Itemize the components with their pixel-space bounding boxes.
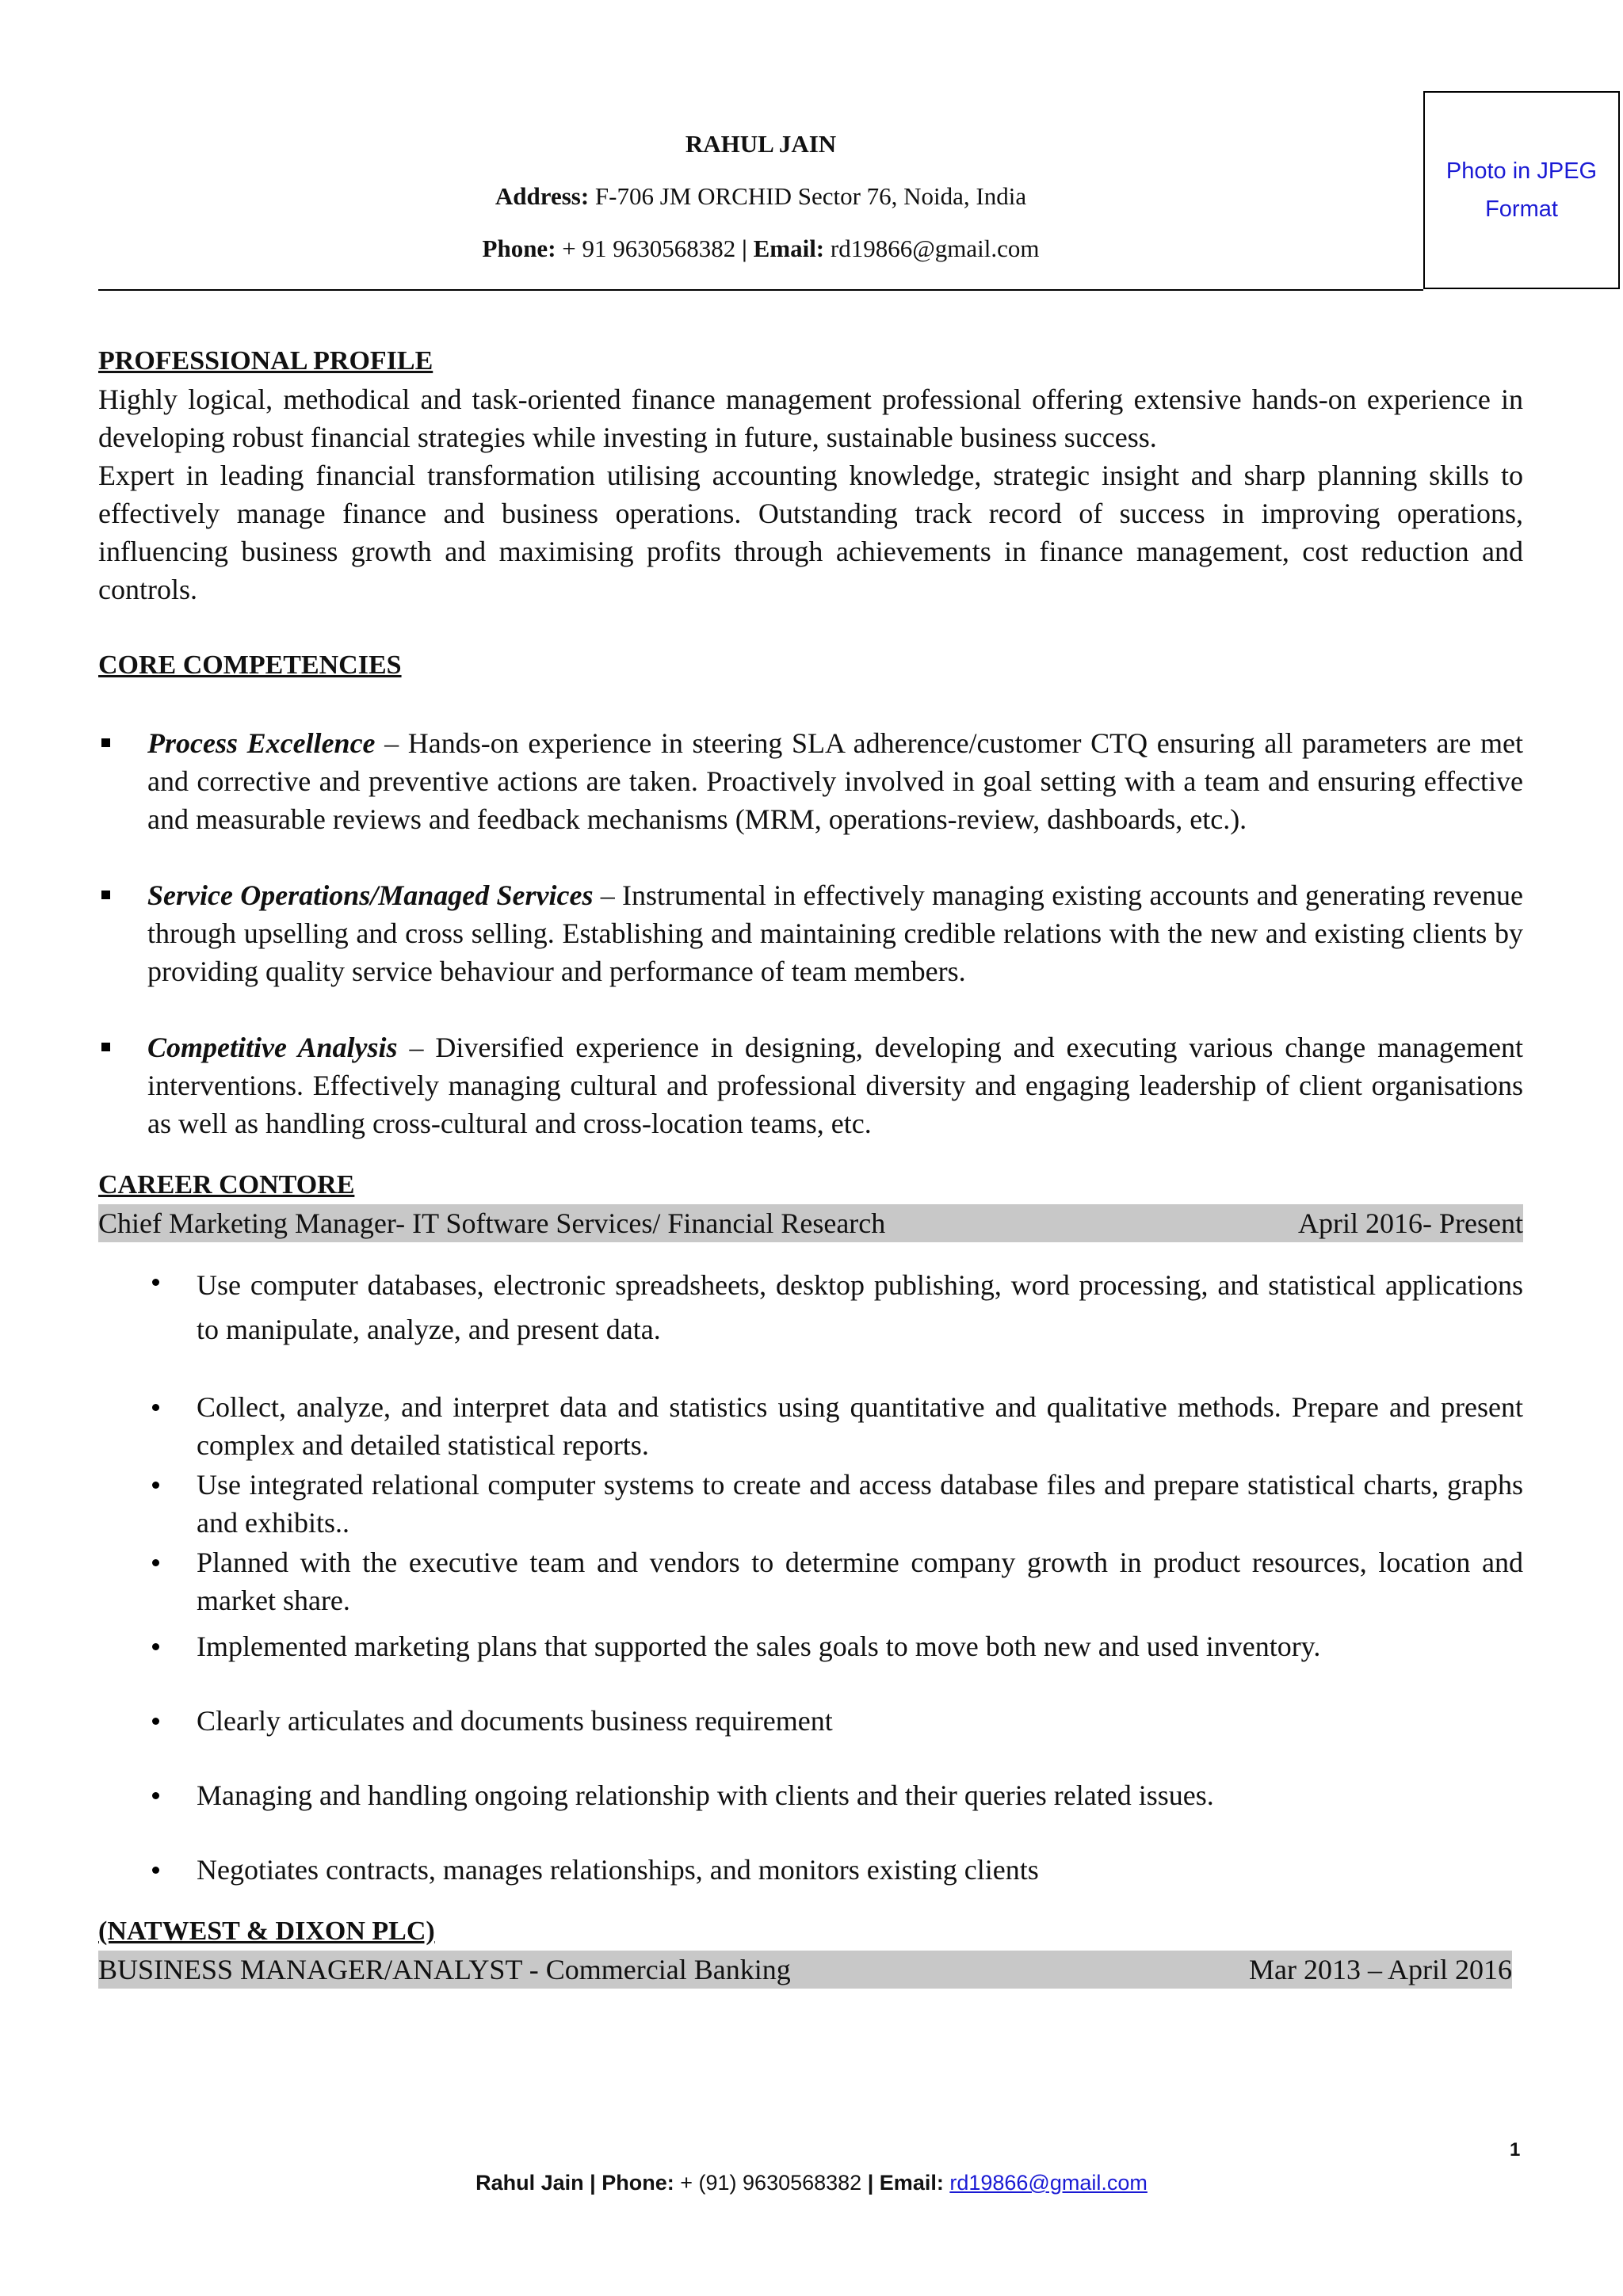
footer-name: Rahul Jain	[475, 2171, 584, 2195]
duty-item	[98, 1543, 1523, 1619]
duty-item	[98, 1702, 1523, 1740]
competency-term: Service Operations/Managed Services	[147, 879, 594, 911]
duty-text: Clearly articulates and documents business requirement	[197, 1705, 833, 1737]
duty-text: Negotiates contracts, manages relationships, and monitors existing clients	[197, 1854, 1039, 1886]
job-header	[98, 1204, 1523, 1242]
job-header	[98, 1951, 1512, 1989]
profile-paragraph-2: Expert in leading financial transformation utilising accounting knowledge, strategic insight and sharp planning skills to effectively manage finance and business operations. Outstanding track record of success in improving operations, influencing business growth and maximising profits through achievements in finance management, cost reduction and controls.	[98, 460, 1523, 605]
competencies-list	[98, 724, 1523, 1142]
duty-item	[98, 1851, 1523, 1889]
career-heading: CAREER CONTORE	[98, 1170, 355, 1199]
duty-item	[98, 1776, 1523, 1814]
address-label: Address:	[495, 182, 590, 210]
competency-text: – Diversified experience in designing, developing and executing various change management interventions. Effectively managing cultural and professional diversity and engaging leadership of client organisations as well as handling cross-cultural and cross-location teams, etc.	[147, 1032, 1523, 1139]
resume-header	[98, 119, 1423, 263]
duty-text: Managing and handling ongoing relationship with clients and their queries related issues.	[197, 1779, 1214, 1811]
profile-heading: PROFESSIONAL PROFILE	[98, 346, 433, 376]
address-line	[98, 182, 1423, 211]
competency-text: – Instrumental in effectively managing existing accounts and generating revenue through upselling and cross selling. Establishing and maintaining credible relations with the new and existing clients by providing quality service behaviour and performance of team members.	[147, 879, 1524, 987]
phone-value: + 91 9630568382	[562, 235, 736, 262]
job-dates: Mar 2013 – April 2016	[1249, 1954, 1512, 1985]
duty-item	[98, 1263, 1523, 1352]
competency-item	[98, 1028, 1523, 1142]
bullet-icon	[152, 1482, 159, 1489]
bullet-icon	[152, 1718, 159, 1725]
header-divider	[98, 289, 1423, 291]
photo-placeholder-line1: Photo in JPEG	[1445, 158, 1598, 184]
square-bullet-icon	[101, 891, 110, 899]
address-value: F-706 JM ORCHID Sector 76, Noida, India	[594, 182, 1027, 210]
contact-line	[98, 235, 1423, 263]
duty-item	[98, 1627, 1523, 1665]
bullet-icon	[152, 1279, 159, 1286]
footer-email-label: Email:	[879, 2171, 944, 2195]
resume-body	[98, 342, 1523, 1989]
job-role: BUSINESS MANAGER/ANALYST - Commercial Banking	[98, 1954, 791, 1985]
photo-placeholder	[1423, 91, 1620, 289]
competency-term: Process Excellence	[147, 727, 376, 759]
bullet-icon	[152, 1643, 159, 1650]
contact-separator: |	[742, 235, 747, 262]
candidate-name: RAHUL JAIN	[685, 130, 837, 158]
job-duties-list	[98, 1263, 1523, 1889]
footer-phone: + (91) 9630568382	[680, 2171, 862, 2195]
duty-text: Implemented marketing plans that supported the sales goals to move both new and used inventory.	[197, 1630, 1321, 1662]
footer-email-link[interactable]: rd19866@gmail.com	[949, 2171, 1148, 2195]
bullet-icon	[152, 1559, 159, 1566]
competency-item	[98, 876, 1523, 990]
company-heading: (NATWEST & DIXON PLC)	[98, 1917, 435, 1946]
competency-text: – Hands-on experience in steering SLA adherence/customer CTQ ensuring all parameters are met and corrective and preventive actions are taken. Proactively involved in goal setting with a team and ensuring effective and measurable reviews and feedback mechanisms (MRM, operations-review, dashboards, etc.).	[147, 727, 1524, 835]
job-role: Chief Marketing Manager- IT Software Services/ Financial Research	[98, 1207, 886, 1239]
duty-text: Collect, analyze, and interpret data and statistics using quantitative and qualitative methods. Prepare and present complex and detailed statistical reports.	[197, 1391, 1523, 1461]
phone-label: Phone:	[482, 235, 556, 262]
footer-separator: |	[867, 2171, 874, 2195]
job-dates: April 2016- Present	[1298, 1207, 1523, 1239]
bullet-icon	[152, 1867, 159, 1874]
square-bullet-icon	[101, 738, 110, 747]
competency-item	[98, 724, 1523, 838]
bullet-icon	[152, 1792, 159, 1799]
profile-paragraph-1: Highly logical, methodical and task-oriented finance management professional offering extensive hands-on experience in developing robust financial strategies while investing in future, sustainable business success.	[98, 383, 1523, 453]
footer-phone-label: Phone:	[601, 2171, 674, 2195]
email-value: rd19866@gmail.com	[830, 235, 1040, 262]
page-footer	[0, 2171, 1623, 2195]
photo-placeholder-line2: Format	[1485, 196, 1558, 222]
competency-term: Competitive Analysis	[147, 1032, 398, 1063]
bullet-icon	[152, 1404, 159, 1411]
page-number: 1	[1510, 2139, 1521, 2161]
duty-item	[98, 1466, 1523, 1542]
email-label: Email:	[753, 235, 825, 262]
duty-text: Use computer databases, electronic spreadsheets, desktop publishing, word processing, and statistical applications to manipulate, analyze, and present data.	[197, 1269, 1523, 1345]
duty-item	[98, 1388, 1523, 1464]
square-bullet-icon	[101, 1043, 110, 1051]
competencies-heading: CORE COMPETENCIES	[98, 650, 402, 680]
duty-text: Planned with the executive team and vendors to determine company growth in product resources, location and market share.	[197, 1547, 1523, 1616]
footer-separator: |	[590, 2171, 596, 2195]
duty-text: Use integrated relational computer systems to create and access database files and prepare statistical charts, graphs and exhibits..	[197, 1469, 1523, 1539]
